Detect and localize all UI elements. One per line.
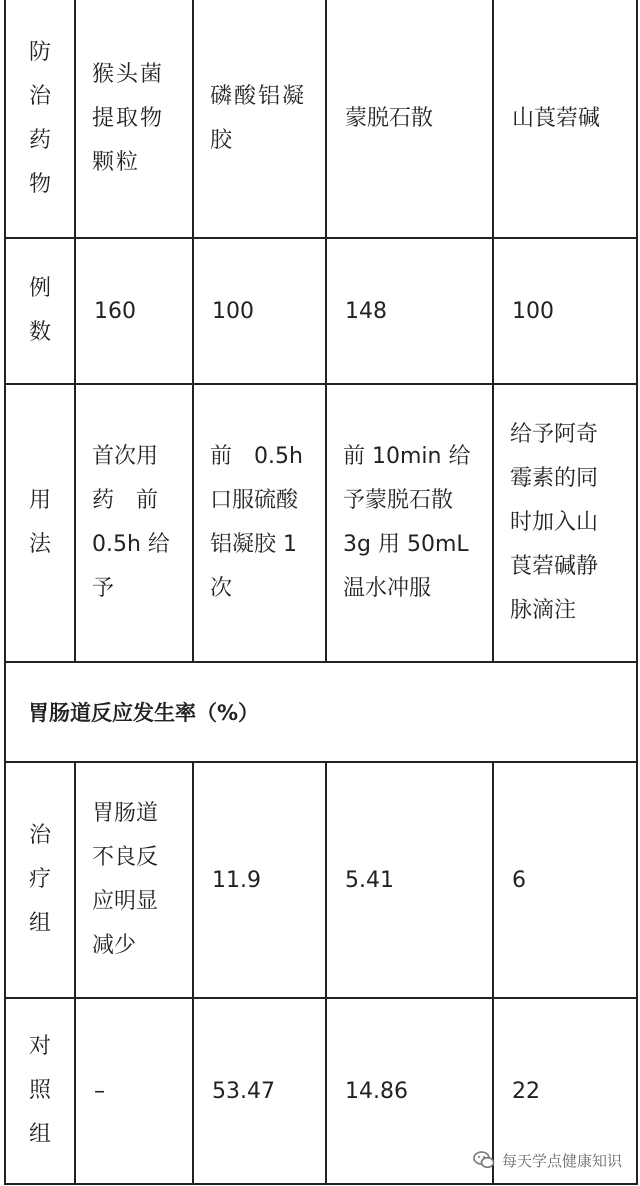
- cases-value: 148: [326, 238, 493, 384]
- row-label-cases: 例 数: [5, 238, 75, 384]
- control-value: –: [75, 998, 193, 1184]
- cases-value: 100: [193, 238, 326, 384]
- usage-text: 首次用 药 前 0.5h 给 予: [75, 384, 193, 662]
- usage-text: 给予阿奇 霉素的同 时加入山 莨菪碱静 脉滴注: [493, 384, 637, 662]
- control-value: 14.86: [326, 998, 493, 1184]
- section-row: [5, 662, 637, 762]
- usage-text: 前 0.5h 口服硫酸 铝凝胶 1 次: [193, 384, 326, 662]
- usage-row: [5, 384, 637, 662]
- header-row: [5, 0, 637, 238]
- col-header-montmorillonite: 蒙脱石散: [326, 0, 493, 238]
- treatment-value: 5.41: [326, 762, 493, 998]
- treatment-value: 11.9: [193, 762, 326, 998]
- col-header-aluminum-phosphate: 磷酸铝凝 胶: [193, 0, 326, 238]
- cases-value: 100: [493, 238, 637, 384]
- row-label-control: 对 照 组: [5, 998, 75, 1184]
- drug-comparison-table: [4, 0, 638, 1185]
- wechat-icon: [472, 1148, 496, 1172]
- watermark: [472, 1148, 622, 1172]
- treatment-value: 胃肠道 不良反 应明显 减少: [75, 762, 193, 998]
- treatment-value: 6: [493, 762, 637, 998]
- col-header-anisodamine: 山莨菪碱: [493, 0, 637, 238]
- usage-text: 前 10min 给 予蒙脱石散 3g 用 50mL 温水冲服: [326, 384, 493, 662]
- treatment-row: [5, 762, 637, 998]
- control-value: 22: [493, 998, 637, 1184]
- row-label-drugs: 防 治 药 物: [5, 0, 75, 238]
- col-header-hericium: 猴头菌 提取物 颗粒: [75, 0, 193, 238]
- cases-value: 160: [75, 238, 193, 384]
- cases-row: [5, 238, 637, 384]
- row-label-usage: 用 法: [5, 384, 75, 662]
- control-value: 53.47: [193, 998, 326, 1184]
- section-title: 胃肠道反应发生率（%）: [5, 662, 637, 762]
- watermark-text: 每天学点健康知识: [501, 1151, 622, 1170]
- row-label-treatment: 治 疗 组: [5, 762, 75, 998]
